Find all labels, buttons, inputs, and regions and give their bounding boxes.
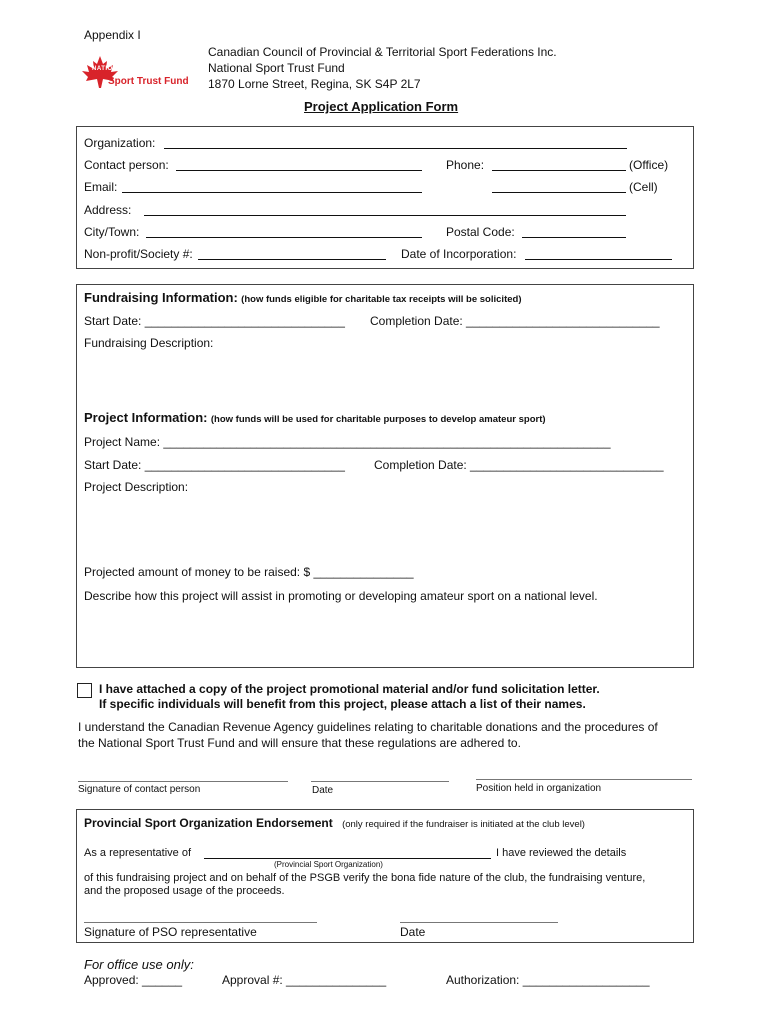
email-label: Email: bbox=[84, 180, 118, 194]
understand-line-1: I understand the Canadian Revenue Agency guidelines relating to charitable donations and the procedures of bbox=[78, 720, 658, 734]
phone-office-field[interactable] bbox=[492, 170, 626, 171]
org-line-1: Canadian Council of Provincial & Territorial Sport Federations Inc. bbox=[208, 45, 557, 59]
project-description-label: Project Description: bbox=[84, 480, 189, 494]
signature-date-label: Date bbox=[312, 785, 334, 796]
nonprofit-label: Non-profit/Society #: bbox=[84, 247, 193, 261]
org-line-3: 1870 Lorne Street, Regina, SK S4P 2L7 bbox=[208, 77, 421, 91]
endorsement-heading bbox=[84, 816, 585, 830]
pso-date-label: Date bbox=[400, 925, 426, 939]
rep-prefix: As a representative of bbox=[84, 847, 192, 859]
fundraising-description-label: Fundraising Description: bbox=[84, 336, 214, 350]
organization-field[interactable] bbox=[164, 148, 627, 149]
logo bbox=[80, 54, 196, 92]
city-field[interactable] bbox=[146, 237, 422, 238]
project-completion-date[interactable]: Completion Date: _____________________________ bbox=[374, 458, 664, 472]
project-heading bbox=[84, 410, 546, 425]
approval-number-field[interactable]: Approval #: _______________ bbox=[222, 973, 387, 987]
fundraising-description-area[interactable] bbox=[84, 352, 684, 404]
fundraising-heading-text: Fundraising Information: bbox=[84, 290, 238, 305]
pso-signature-field[interactable] bbox=[84, 922, 317, 923]
signature-date-field[interactable] bbox=[311, 781, 449, 782]
logo-top-text: NATIONAL bbox=[92, 66, 127, 72]
logo-bottom-text: Sport Trust Fund bbox=[108, 76, 189, 87]
approved-field[interactable]: Approved: ______ bbox=[84, 973, 183, 987]
form-title: Project Application Form bbox=[304, 99, 459, 114]
pso-name-field[interactable] bbox=[204, 858, 491, 859]
office-label: (Office) bbox=[629, 158, 669, 172]
organization-label: Organization: bbox=[84, 136, 156, 150]
rep-suffix: I have reviewed the details bbox=[496, 847, 627, 859]
assist-description-label: Describe how this project will assist in promoting or developing amateur sport on a national level. bbox=[84, 589, 598, 603]
project-heading-text: Project Information: bbox=[84, 410, 208, 425]
project-name-field[interactable]: Project Name: ___________________________________________________________________ bbox=[84, 435, 611, 449]
attachment-line-1: I have attached a copy of the project promotional material and/or fund solicitation letter. bbox=[99, 682, 600, 696]
fundraising-note: (how funds eligible for charitable tax receipts will be solicited) bbox=[241, 294, 522, 305]
pso-signature-label: Signature of PSO representative bbox=[84, 925, 257, 939]
incorporation-label: Date of Incorporation: bbox=[401, 247, 517, 261]
understand-line-2: the National Sport Trust Fund and will ensure that these regulations are adhered to. bbox=[78, 736, 521, 750]
authorization-field[interactable]: Authorization: ___________________ bbox=[446, 973, 650, 987]
fundraising-completion-date[interactable]: Completion Date: _____________________________ bbox=[370, 314, 660, 328]
address-field[interactable] bbox=[144, 215, 626, 216]
phone-cell-field[interactable] bbox=[492, 192, 626, 193]
contact-signature-label: Signature of contact person bbox=[78, 784, 201, 795]
address-label: Address: bbox=[84, 203, 132, 217]
incorporation-field[interactable] bbox=[525, 259, 672, 260]
fundraising-heading bbox=[84, 290, 521, 305]
attachment-checkbox[interactable] bbox=[77, 683, 92, 698]
city-label: City/Town: bbox=[84, 225, 140, 239]
office-use-heading: For office use only: bbox=[84, 957, 194, 972]
postal-code-label: Postal Code: bbox=[446, 225, 515, 239]
projected-amount-field[interactable]: Projected amount of money to be raised: $ _______________ bbox=[84, 565, 414, 579]
pso-date-field[interactable] bbox=[400, 922, 558, 923]
position-label: Position held in organization bbox=[476, 783, 602, 794]
contact-person-label: Contact person: bbox=[84, 158, 169, 172]
nonprofit-field[interactable] bbox=[198, 259, 386, 260]
phone-label: Phone: bbox=[446, 158, 485, 172]
cell-label: (Cell) bbox=[629, 180, 658, 194]
pso-caption: (Provincial Sport Organization) bbox=[274, 860, 383, 869]
fundraising-start-date[interactable]: Start Date: ______________________________ bbox=[84, 314, 345, 328]
project-note: (how funds will be used for charitable purposes to develop amateur sport) bbox=[210, 414, 546, 425]
position-field[interactable] bbox=[476, 779, 692, 780]
appendix-label: Appendix I bbox=[84, 28, 141, 42]
attachment-line-2: If specific individuals will benefit from this project, please attach a list of their names. bbox=[99, 697, 586, 711]
contact-person-field[interactable] bbox=[176, 170, 422, 171]
endorsement-heading-text: Provincial Sport Organization Endorsement bbox=[84, 816, 333, 830]
project-start-date[interactable]: Start Date: ______________________________ bbox=[84, 458, 345, 472]
endorsement-note: (only required if the fundraiser is initiated at the club level) bbox=[342, 819, 585, 830]
org-line-2: National Sport Trust Fund bbox=[208, 61, 345, 75]
postal-code-field[interactable] bbox=[522, 237, 626, 238]
email-field[interactable] bbox=[122, 192, 422, 193]
project-description-area[interactable] bbox=[84, 496, 684, 558]
endorsement-text-1: of this fundraising project and on behalf of the PSGB verify the bona fide nature of the club, the fundraising venture, bbox=[84, 872, 646, 884]
contact-signature-field[interactable] bbox=[78, 781, 288, 782]
assist-description-area[interactable] bbox=[84, 606, 684, 661]
endorsement-text-2: and the proposed usage of the proceeds. bbox=[84, 885, 285, 897]
